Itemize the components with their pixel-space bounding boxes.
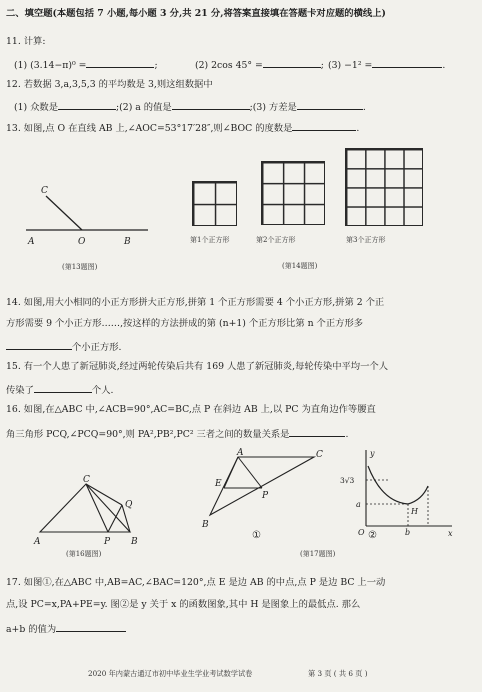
answer-blank[interactable] [56, 622, 126, 632]
q11-part2-text: (2) 2cos 45° = [195, 60, 263, 71]
label-c: C [41, 186, 48, 196]
q17-line2: 点,设 PC=x,PA+PE=y. 图②是 y 关于 x 的函数图象,其中 H 是图象上的最低点. 那么 [6, 599, 361, 610]
q11-lead: 11. 计算: [6, 36, 46, 47]
q12-parts [14, 100, 366, 112]
answer-blank[interactable] [372, 58, 442, 68]
q14-line3-end: 个小正方形. [72, 342, 122, 353]
answer-blank[interactable] [289, 427, 345, 437]
q12-part1: (1) 众数是 [14, 102, 59, 113]
q17-line3 [6, 622, 126, 634]
q11-part2-end: ; [320, 60, 324, 71]
q17-line3-text: a+b 的值为 [6, 624, 57, 635]
label-p: P [104, 537, 111, 547]
label-b: B [124, 237, 131, 247]
label-b: b [405, 528, 411, 536]
q12-part3: ;(3) 方差是 [249, 102, 297, 113]
caption-square-3: 第3个正方形 [346, 236, 386, 244]
answer-blank[interactable] [263, 58, 321, 68]
square-grid-3 [345, 148, 423, 226]
q16-line2-text: 角三角形 PCQ,∠PCQ=90°,则 PA²,PB²,PC² 三者之间的数量关系是 [6, 429, 290, 440]
q15-line2 [6, 383, 113, 395]
label-b: B [131, 537, 138, 547]
square-grid-2 [261, 161, 325, 225]
q16-caption: (第16题图) [66, 550, 102, 558]
label-a: a [356, 500, 361, 509]
answer-blank[interactable] [297, 100, 363, 110]
q13-text [6, 121, 359, 133]
q14-line1: 14. 如图,用大小相同的小正方形拼大正方形,拼第 1 个正方形需要 4 个小正方形,拼第 2 个正 [6, 297, 385, 308]
q13-caption: (第13题图) [62, 263, 98, 271]
q16-line2 [6, 427, 348, 439]
answer-blank[interactable] [34, 383, 92, 393]
q11-part2 [195, 58, 324, 70]
q13-question: 13. 如图,点 O 在直线 AB 上,∠AOC=53°17′28″,则∠BOC 的度数是 [6, 123, 293, 134]
footer-title: 2020 年内蒙古通辽市初中毕业生学业考试数学试卷 [88, 669, 253, 678]
label-h: H [411, 507, 418, 516]
q16-line1: 16. 如图,在△ABC 中,∠ACB=90°,AC=BC,点 P 在斜边 AB 上,以 PC 为直角边作等腰直 [6, 404, 376, 415]
q14-line2: 方形需要 9 个小正方形……,按这样的方法拼成的第 (n+1) 个正方形比第 n 个正方形多 [6, 318, 364, 329]
square-grid-1 [192, 181, 237, 226]
function-graph [338, 446, 458, 536]
label-b: B [202, 520, 209, 530]
q15-line1: 15. 有一个人患了新冠肺炎,经过两轮传染后共有 169 人患了新冠肺炎,每轮传染中平均一个人 [6, 361, 388, 372]
label-a: A [28, 237, 35, 247]
q13-end: . [356, 123, 360, 134]
q11-part3-end: . [442, 60, 446, 71]
q11-part3-text: (3) −1² = [328, 60, 373, 71]
label-c: C [83, 475, 90, 485]
label-x: x [448, 529, 453, 536]
label-c: C [316, 450, 323, 460]
q11-part1-end: ; [154, 60, 158, 71]
answer-blank[interactable] [86, 58, 154, 68]
section-header: 二、填空题(本题包括 7 小题,每小题 3 分,共 21 分,将答案直接填在答题卡对应题的横线上) [6, 8, 386, 19]
label-a: A [34, 537, 41, 547]
q11-part3 [328, 58, 445, 70]
q11-part1 [14, 58, 158, 70]
answer-blank[interactable] [292, 121, 356, 131]
caption-square-2: 第2个正方形 [256, 236, 296, 244]
label-origin: O [358, 528, 365, 536]
triangle-figure-16 [30, 472, 148, 547]
q17-line1: 17. 如图①,在△ABC 中,AB=AC,∠BAC=120°,点 E 是边 AB 的中点,点 P 是边 BC 上一动 [6, 577, 386, 588]
page-number: 第 3 页 ( 共 6 页 ) [308, 669, 368, 678]
circled-1: ① [252, 530, 261, 541]
answer-blank[interactable] [58, 100, 116, 110]
q12-lead: 12. 若数据 3,a,3,5,3 的平均数是 3,则这组数据中 [6, 79, 213, 90]
label-y: y [370, 449, 375, 458]
q14-line3 [6, 340, 121, 352]
q14-caption: (第14题图) [282, 262, 318, 270]
label-p: P [262, 491, 269, 501]
q12-end: . [362, 102, 366, 113]
label-q: Q [125, 500, 133, 510]
q11-part1-text: (1) (3.14−π)⁰ = [14, 60, 87, 71]
angle-figure [20, 178, 165, 250]
label-3root3: 3√3 [340, 476, 355, 485]
label-o: O [78, 237, 86, 247]
q17-caption: (第17题图) [300, 550, 336, 558]
q15-line2-start: 传染了 [6, 385, 34, 396]
caption-square-1: 第1个正方形 [190, 236, 230, 244]
q15-line2-end: 个人. [91, 385, 114, 396]
label-e: E [215, 479, 222, 489]
answer-blank[interactable] [172, 100, 250, 110]
q12-part2: ;(2) a 的值是 [116, 102, 172, 113]
q16-line2-end: . [345, 429, 349, 440]
triangle-figure-17 [196, 445, 334, 535]
answer-blank[interactable] [6, 340, 72, 350]
label-a: A [237, 448, 244, 458]
circled-2: ② [368, 530, 377, 541]
